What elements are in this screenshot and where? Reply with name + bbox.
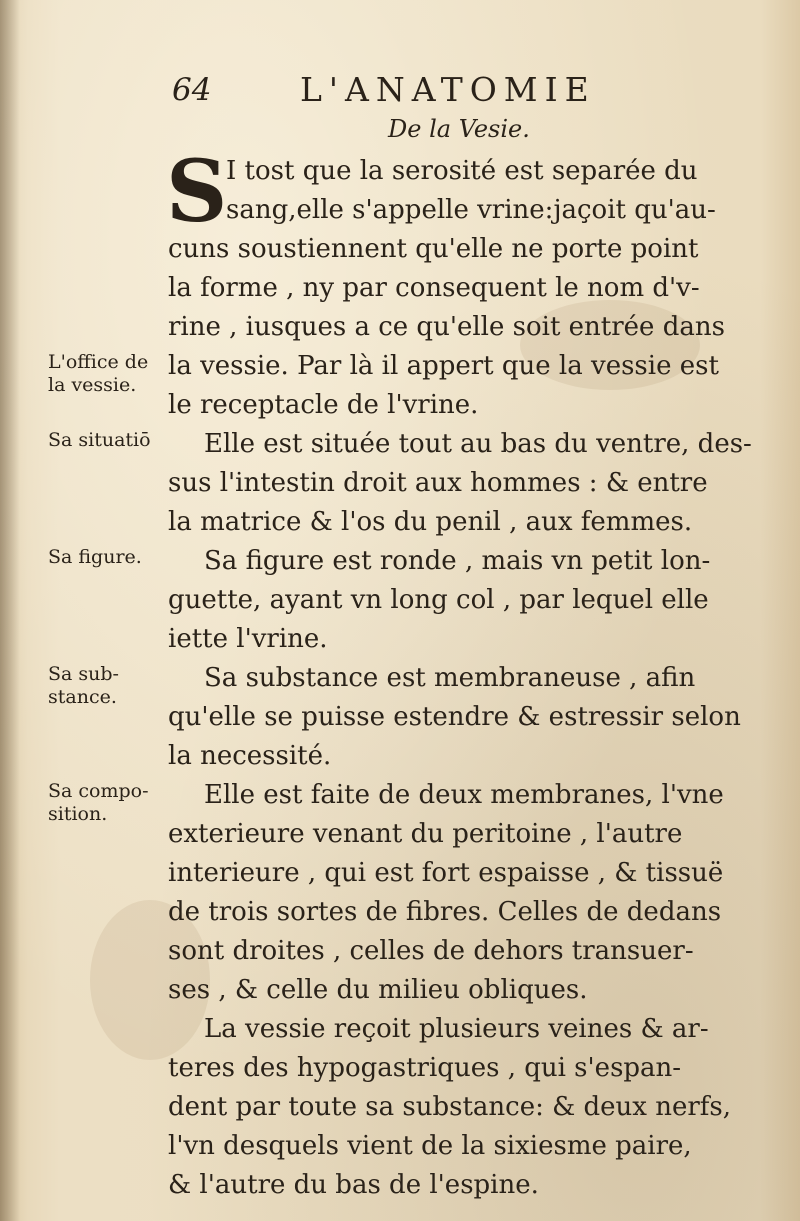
text-line: & l'autre du bas de l'espine. [168,1170,539,1200]
margin-note: Sa sub- [48,663,119,685]
text-line: sang,elle s'appelle vrine:jaçoit qu'au- [226,195,716,225]
margin-note: Sa compo- [48,780,149,802]
text-line: iette l'vrine. [168,624,328,654]
running-head: L'ANATOMIE [300,70,596,109]
text-line: dent par toute sa substance: & deux nerfs, [168,1092,732,1122]
page-number: 64 [172,72,212,108]
text-line: guette, ayant vn long col , par lequel elle [168,585,709,615]
drop-cap: S [166,142,228,242]
text-line: sont droites , celles de dehors transuer- [168,936,694,966]
text-line: Elle est faite de deux membranes, l'vne [204,780,724,810]
page-gutter-shadow [0,0,20,1221]
text-line: Elle est située tout au bas du ventre, des- [204,429,752,459]
text-line: exterieure venant du peritoine , l'autre [168,819,683,849]
margin-note: stance. [48,686,117,708]
margin-note: Sa situatiō [48,429,151,451]
text-line: La vessie reçoit plusieurs veines & ar- [204,1014,709,1044]
text-line: l'vn desquels vient de la sixiesme paire, [168,1131,692,1161]
text-line: interieure , qui est fort espaisse , & tissuë [168,858,724,888]
text-line: Sa substance est membraneuse , afin [204,663,696,693]
text-line: la matrice & l'os du penil , aux femmes. [168,507,693,537]
text-line: la forme , ny par consequent le nom d'v- [168,273,700,303]
text-line: teres des hypogastriques , qui s'espan- [168,1053,682,1083]
text-line: ses , & celle du milieu obliques. [168,975,588,1005]
margin-note: Sa figure. [48,546,142,568]
text-line: Sa figure est ronde , mais vn petit lon- [204,546,711,576]
text-line: la vessie. Par là il appert que la vessie est [168,351,719,381]
text-line: la necessité. [168,741,332,771]
text-line: qu'elle se puisse estendre & estressir selon [168,702,741,732]
text-line: de trois sortes de fibres. Celles de dedans [168,897,722,927]
margin-note: sition. [48,803,108,825]
text-line: cuns soustiennent qu'elle ne porte point [168,234,699,264]
text-line: le receptacle de l'vrine. [168,390,479,420]
text-line: sus l'intestin droit aux hommes : & entre [168,468,708,498]
margin-note: la vessie. [48,374,137,396]
margin-note: L'office de [48,351,149,373]
section-title: De la Vesie. [388,115,530,143]
text-line: I tost que la serosité est separée du [226,156,698,186]
text-line: rine , iusques a ce qu'elle soit entrée dans [168,312,725,342]
